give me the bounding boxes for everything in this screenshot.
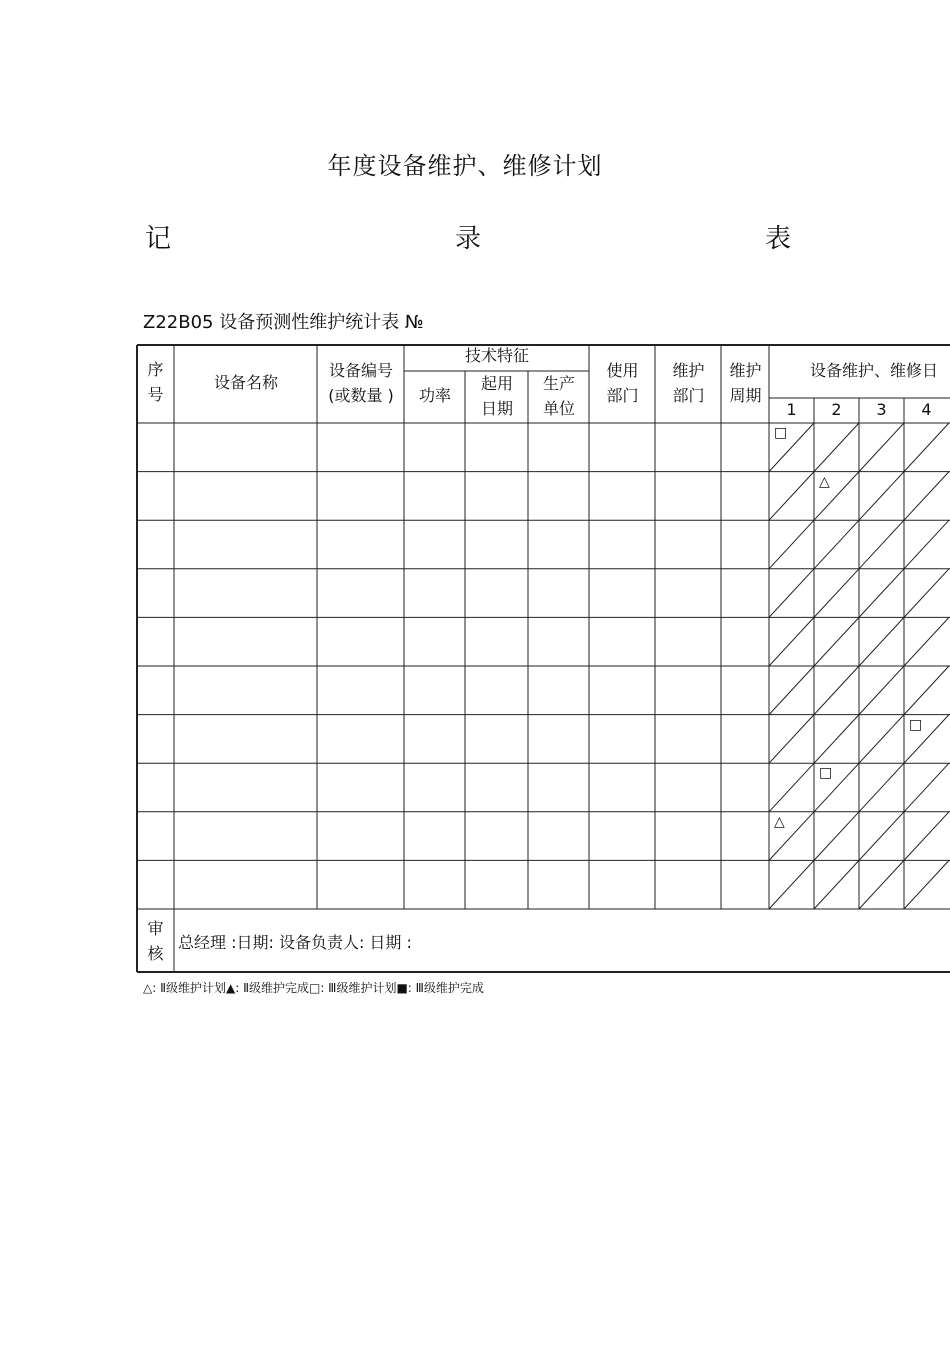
day-cell-diagonal: [859, 666, 904, 715]
schedule-mark: □: [819, 765, 833, 782]
day-cell-diagonal: [859, 715, 904, 764]
header-day-4: 4: [921, 400, 932, 419]
day-cell-diagonal: [904, 812, 949, 861]
header-day-1: 1: [786, 400, 797, 419]
header-number: 设备编号 (或数量 ): [328, 361, 394, 405]
header-seq: [137, 357, 174, 407]
day-cell-diagonal: [769, 860, 814, 909]
day-cell-diagonal: [814, 715, 859, 764]
day-cell-diagonal: [769, 569, 814, 618]
header-day-3: 3: [876, 400, 887, 419]
day-cell-diagonal: [904, 763, 949, 812]
header-maint-dept: 维护 部门: [672, 361, 705, 405]
form-code-line: Z22B05 设备预测性维护统计表 №: [143, 312, 424, 333]
schedule-mark: △: [774, 813, 785, 830]
day-cell-diagonal: [904, 569, 949, 618]
day-cell-diagonal: [859, 860, 904, 909]
header-day-2: 2: [831, 400, 842, 419]
header-use-dept: 使用 部门: [606, 361, 639, 405]
header-tech: 技术特征: [464, 346, 529, 365]
header-power: 功率: [418, 386, 451, 405]
header-name: 设备名称: [213, 373, 278, 392]
day-cell-diagonal: [859, 812, 904, 861]
day-cell-diagonal: [769, 617, 814, 666]
schedule-mark: □: [909, 716, 923, 733]
header-schedule: 设备维护、维修日: [810, 361, 939, 380]
day-cell-diagonal: [814, 617, 859, 666]
day-cell-diagonal: [904, 423, 949, 472]
day-cell-diagonal: [904, 860, 949, 909]
day-cell-diagonal: [859, 569, 904, 618]
signature-line: 总经理 :日期: 设备负责人: 日期 :: [178, 933, 412, 952]
review-label: 审 核: [147, 919, 164, 963]
day-cell-diagonal: [859, 472, 904, 521]
subtitle-char-3: 表: [765, 224, 792, 254]
day-cell-diagonal: [904, 520, 949, 569]
header-cycle: 维护 周期: [729, 361, 762, 405]
day-cell-diagonal: [769, 520, 814, 569]
day-cell-diagonal: [859, 423, 904, 472]
header-producer: 生产 单位: [542, 374, 575, 418]
document-title: 年度设备维护、维修计划: [327, 152, 603, 180]
day-cell-diagonal: [904, 472, 949, 521]
day-cell-diagonal: [859, 763, 904, 812]
day-cell-diagonal: [814, 423, 859, 472]
schedule-mark: □: [774, 425, 788, 441]
subtitle-char-1: 记: [145, 224, 172, 254]
day-cell-diagonal: [769, 472, 814, 521]
day-cell-diagonal: [814, 520, 859, 569]
day-cell-diagonal: [859, 617, 904, 666]
day-cell-diagonal: [769, 666, 814, 715]
legend-footnote: △: Ⅱ级维护计划▲: Ⅱ级维护完成□: Ⅲ级维护计划■: Ⅲ级维护完成: [143, 981, 484, 995]
day-cell-diagonal: [769, 715, 814, 764]
day-cell-diagonal: [904, 666, 949, 715]
day-cell-diagonal: [814, 812, 859, 861]
day-cell-diagonal: [859, 520, 904, 569]
day-cell-diagonal: [814, 666, 859, 715]
day-cell-diagonal: [814, 569, 859, 618]
day-cell-diagonal: [814, 860, 859, 909]
header-start-date: 起用 日期: [480, 374, 513, 418]
schedule-mark: △: [819, 473, 830, 490]
subtitle-char-2: 录: [455, 224, 482, 254]
day-cell-diagonal: [769, 763, 814, 812]
header-seq-text: 序 号: [147, 360, 164, 404]
day-cell-diagonal: [904, 617, 949, 666]
